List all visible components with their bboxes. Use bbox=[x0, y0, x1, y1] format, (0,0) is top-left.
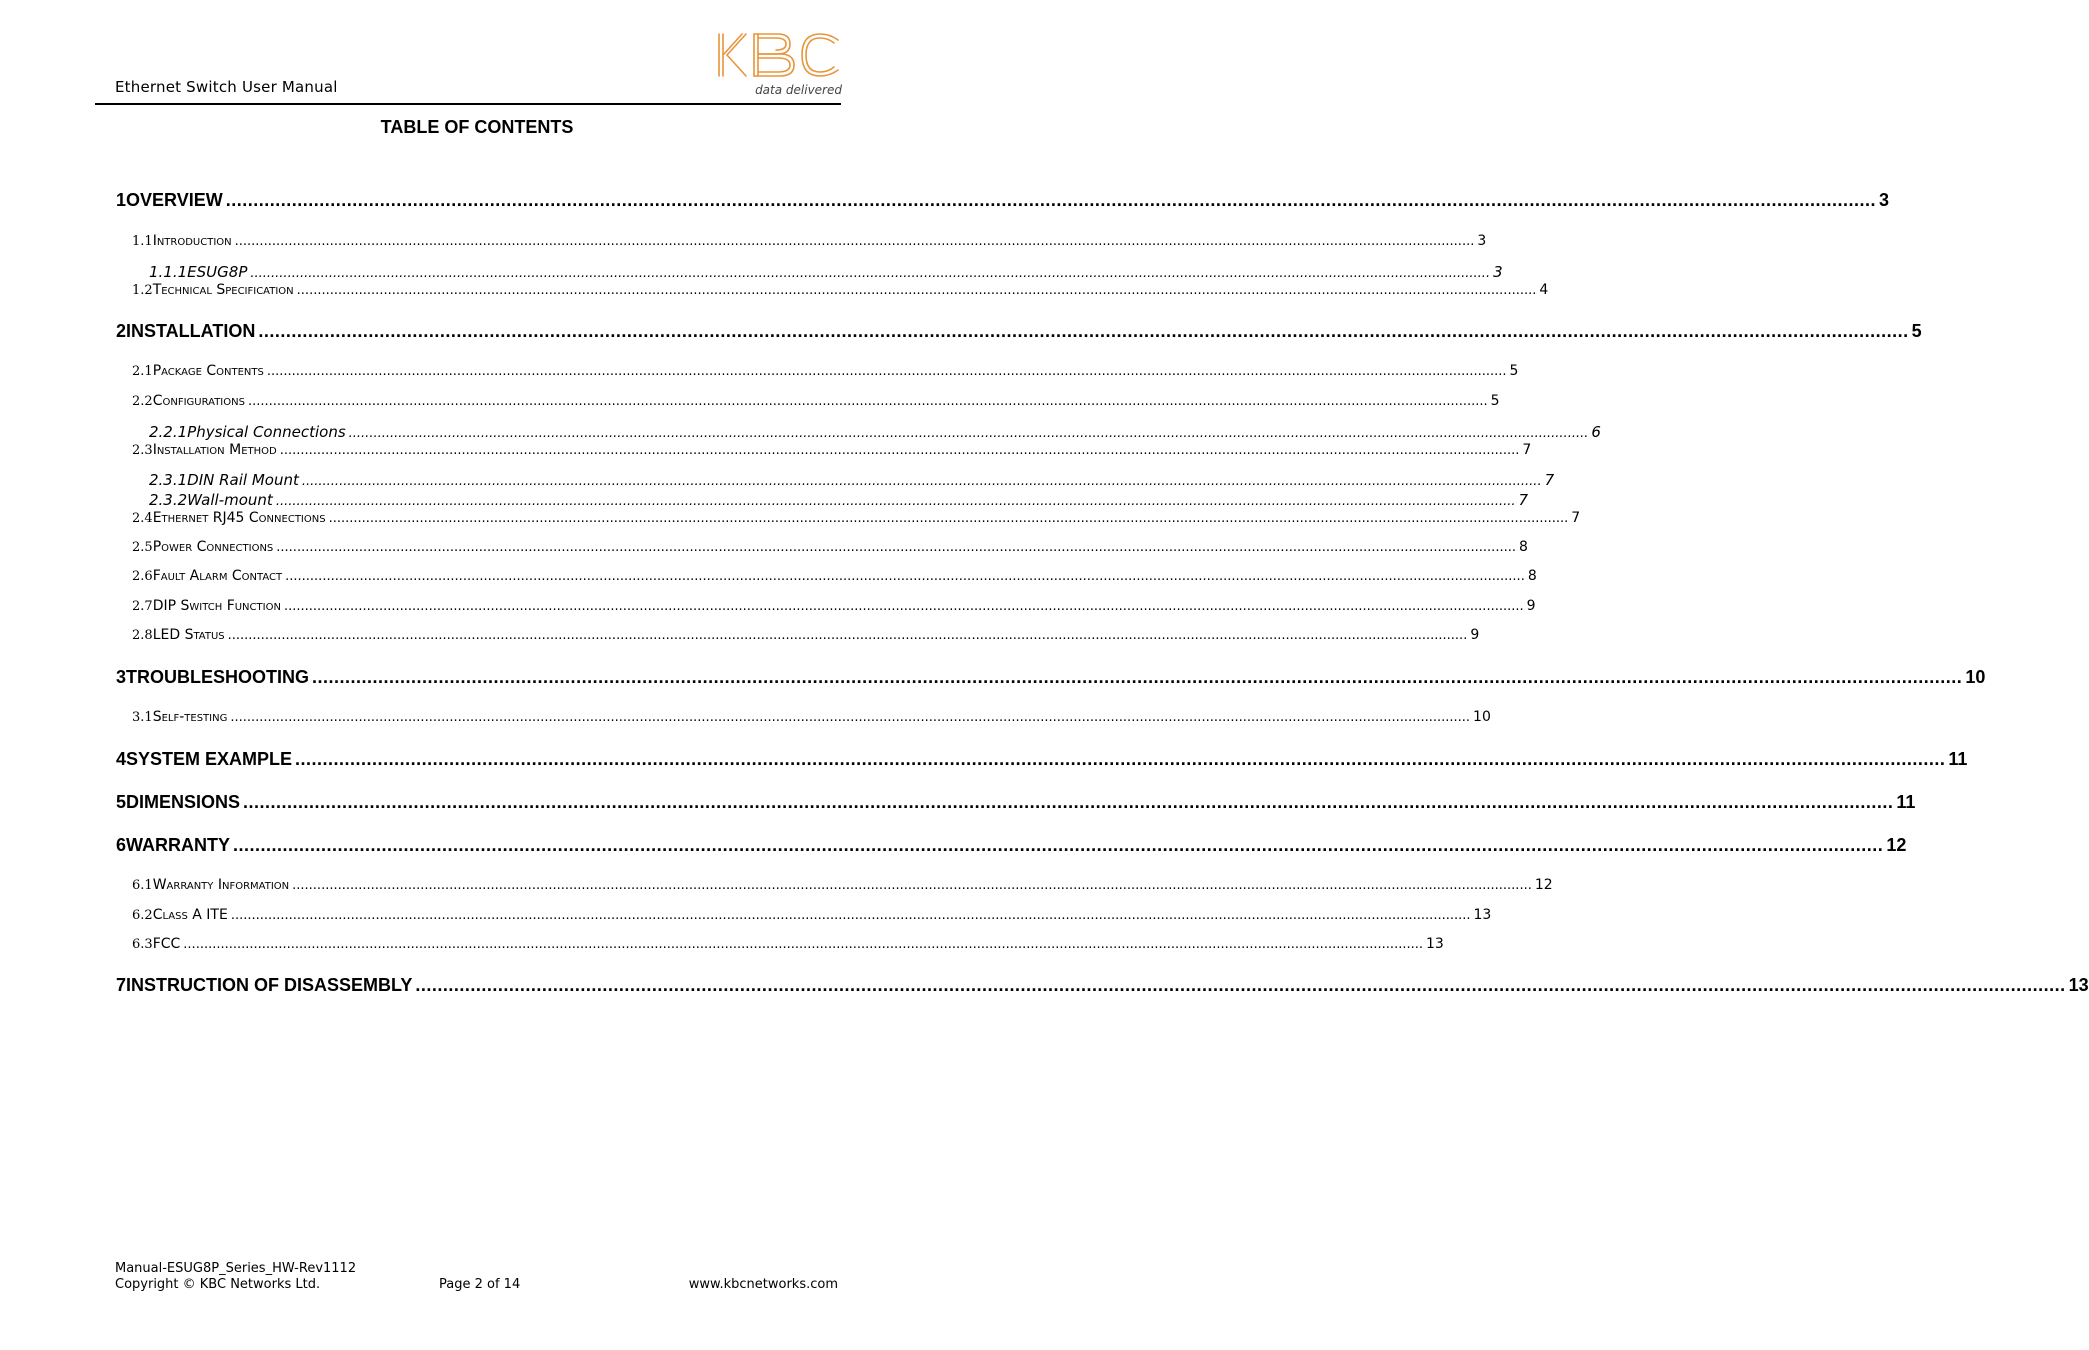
toc-entry[interactable] bbox=[116, 792, 1916, 813]
toc-entry[interactable] bbox=[132, 568, 1537, 584]
toc-entry-title: LED Status bbox=[152, 627, 225, 643]
header-title: Ethernet Switch User Manual bbox=[115, 78, 338, 96]
toc-entry-number: 1 bbox=[116, 190, 127, 210]
toc-entry-number: 6 bbox=[116, 835, 127, 855]
toc-entry-number: 5 bbox=[116, 792, 127, 812]
toc-entry[interactable] bbox=[149, 263, 1503, 281]
toc-entry[interactable] bbox=[116, 667, 1986, 688]
toc-entry-title: Introduction bbox=[152, 233, 232, 249]
toc-entry-number: 6.2 bbox=[132, 908, 153, 923]
toc-entry-title: SYSTEM EXAMPLE bbox=[126, 749, 293, 769]
toc-entry-page: 7 bbox=[1522, 442, 1532, 458]
toc-entry-title: Installation Method bbox=[152, 442, 277, 458]
toc-entry-number: 1.1 bbox=[132, 234, 153, 249]
toc-entry-number: 6.3 bbox=[132, 937, 153, 952]
toc-entry-title: Package Contents bbox=[152, 363, 264, 379]
toc-entry-page: 8 bbox=[1527, 568, 1537, 584]
toc-entry[interactable] bbox=[132, 907, 1492, 923]
toc-entry-page: 5 bbox=[1911, 321, 1922, 341]
toc-entry[interactable] bbox=[132, 709, 1491, 725]
toc-entry-title: DIN Rail Mount bbox=[187, 471, 299, 489]
kbc-logo-icon bbox=[714, 30, 842, 80]
toc-entry-number: 2 bbox=[116, 321, 127, 341]
toc-entry-title: Wall-mount bbox=[187, 491, 273, 509]
toc-entry-title: Class A ITE bbox=[152, 907, 228, 923]
toc-entry-page: 10 bbox=[1473, 709, 1491, 725]
toc-entry-number: 7 bbox=[116, 975, 127, 995]
footer-copyright: Copyright © KBC Networks Ltd. bbox=[115, 1277, 321, 1292]
toc-entry-page: 11 bbox=[1948, 749, 1968, 769]
toc-dot-leader: ............................................................................................................................................................................................................................................................................................................ bbox=[247, 394, 1488, 409]
toc-entry-number: 2.2 bbox=[132, 394, 153, 409]
toc-entry-number: 2.3.1 bbox=[149, 471, 188, 489]
toc-dot-leader: ............................................................................................................................................................................................................................................................................................................ bbox=[227, 628, 1468, 643]
toc-entry-number: 2.2.1 bbox=[149, 423, 188, 441]
toc-entry-number: 2.3.2 bbox=[149, 491, 188, 509]
toc-entry-page: 8 bbox=[1518, 539, 1528, 555]
toc-entry[interactable] bbox=[132, 393, 1500, 409]
toc-entry-page: 3 bbox=[1879, 190, 1890, 210]
toc-dot-leader: ............................................................................................................................................................................................................................................................................................................ bbox=[266, 364, 1507, 379]
toc-entry-page: 13 bbox=[1426, 936, 1444, 952]
toc-dot-leader: ............................................................................................................................................................................................................................................................................................................ bbox=[230, 908, 1471, 923]
toc-entry-title: Fault Alarm Contact bbox=[152, 568, 283, 584]
toc-entry-number: 2.6 bbox=[132, 569, 153, 584]
toc-dot-leader: ............................................................................................................................................................................................................................................................................................................ bbox=[283, 599, 1524, 614]
toc-entry[interactable] bbox=[116, 835, 1907, 856]
toc-entry-title: Self-testing bbox=[152, 709, 228, 725]
toc-entry[interactable] bbox=[132, 598, 1536, 614]
toc-entry-number: 2.3 bbox=[132, 443, 153, 458]
toc-entry-title: Technical Specification bbox=[152, 282, 294, 298]
toc-entry-title: TROUBLESHOOTING bbox=[126, 667, 310, 687]
toc-dot-leader: ............................................................................................................................................................................................................................................................................................................ bbox=[292, 878, 1532, 893]
toc-dot-leader: ............................................................................................................................................................................................................................................................................................................ bbox=[301, 474, 1542, 489]
toc-entry-title: INSTRUCTION OF DISASSEMBLY bbox=[126, 975, 413, 995]
toc-dot-leader: ............................................................................................................................................................................................................................................................................................................ bbox=[233, 835, 1884, 855]
toc-entry-number: 2.5 bbox=[132, 540, 153, 555]
toc-entry-number: 1.1.1 bbox=[149, 263, 188, 281]
toc-dot-leader: ............................................................................................................................................................................................................................................................................................................ bbox=[225, 190, 1877, 210]
toc-dot-leader: ............................................................................................................................................................................................................................................................................................................ bbox=[296, 283, 1537, 298]
toc-dot-leader: ............................................................................................................................................................................................................................................................................................................ bbox=[250, 266, 1491, 281]
toc-entry-page: 4 bbox=[1539, 282, 1549, 298]
toc-entry-page: 7 bbox=[1518, 491, 1529, 509]
toc-dot-leader: ............................................................................................................................................................................................................................................................................................................ bbox=[328, 511, 1569, 526]
toc-dot-leader: ............................................................................................................................................................................................................................................................................................................ bbox=[285, 569, 1525, 584]
toc-entry[interactable] bbox=[116, 975, 2089, 996]
toc-entry[interactable] bbox=[132, 936, 1444, 952]
toc-entry[interactable] bbox=[149, 491, 1529, 509]
toc-entry-page: 6 bbox=[1591, 423, 1601, 441]
toc-entry[interactable] bbox=[132, 363, 1519, 379]
footer-page-number: Page 2 of 14 bbox=[439, 1277, 521, 1292]
toc-entry[interactable] bbox=[132, 282, 1549, 298]
toc-dot-leader: ............................................................................................................................................................................................................................................................................................................ bbox=[348, 426, 1589, 441]
toc-dot-leader: ............................................................................................................................................................................................................................................................................................................ bbox=[279, 443, 1520, 458]
toc-dot-leader: ............................................................................................................................................................................................................................................................................................................ bbox=[312, 667, 1963, 687]
toc-entry-page: 3 bbox=[1477, 233, 1487, 249]
toc-entry-page: 5 bbox=[1490, 393, 1500, 409]
toc-entry-title: INSTALLATION bbox=[126, 321, 256, 341]
toc-dot-leader: ............................................................................................................................................................................................................................................................................................................ bbox=[415, 975, 2066, 995]
toc-entry-number: 2.7 bbox=[132, 599, 153, 614]
toc-heading: TABLE OF CONTENTS bbox=[380, 117, 574, 137]
toc-entry-number: 3 bbox=[116, 667, 127, 687]
footer-website: www.kbcnetworks.com bbox=[688, 1277, 838, 1292]
toc-entry-number: 1.2 bbox=[132, 283, 153, 298]
toc-entry[interactable] bbox=[132, 877, 1553, 893]
toc-entry-page: 7 bbox=[1544, 471, 1555, 489]
toc-entry-page: 12 bbox=[1886, 835, 1907, 855]
toc-entry-title: FCC bbox=[152, 936, 181, 952]
toc-entry[interactable] bbox=[116, 190, 1890, 211]
toc-entry-number: 3.1 bbox=[132, 710, 153, 725]
toc-dot-leader: ............................................................................................................................................................................................................................................................................................................ bbox=[183, 937, 1423, 952]
toc-entry-title: DIMENSIONS bbox=[126, 792, 241, 812]
toc-entry-page: 9 bbox=[1470, 627, 1480, 643]
header-divider bbox=[95, 103, 841, 105]
toc-dot-leader: ............................................................................................................................................................................................................................................................................................................ bbox=[234, 234, 1475, 249]
toc-entry-title: Physical Connections bbox=[187, 423, 346, 441]
toc-dot-leader: ............................................................................................................................................................................................................................................................................................................ bbox=[275, 494, 1516, 509]
toc-entry-page: 12 bbox=[1534, 877, 1553, 893]
toc-entry-title: Configurations bbox=[152, 393, 245, 409]
toc-dot-leader: ............................................................................................................................................................................................................................................................................................................ bbox=[258, 321, 1909, 341]
toc-entry-page: 13 bbox=[1473, 907, 1492, 923]
kbc-logo bbox=[714, 30, 842, 100]
footer-doc-id: Manual-ESUG8P_Series_HW-Rev1112 bbox=[115, 1261, 357, 1276]
toc-entry-page: 10 bbox=[1965, 667, 1986, 687]
toc-entry[interactable] bbox=[132, 233, 1487, 249]
toc-entry-title: Ethernet RJ45 Connections bbox=[152, 510, 326, 526]
toc-entry-page: 9 bbox=[1526, 598, 1536, 614]
toc-entry[interactable] bbox=[149, 423, 1601, 441]
toc-dot-leader: ............................................................................................................................................................................................................................................................................................................ bbox=[243, 792, 1894, 812]
toc-entry[interactable] bbox=[132, 442, 1532, 458]
toc-entry-number: 6.1 bbox=[132, 878, 153, 893]
toc-entry-page: 3 bbox=[1493, 263, 1503, 281]
toc-entry-number: 2.1 bbox=[132, 364, 153, 379]
toc-dot-leader: ............................................................................................................................................................................................................................................................................................................ bbox=[295, 749, 1946, 769]
toc-entry-title: ESUG8P bbox=[187, 263, 248, 281]
toc-entry[interactable] bbox=[149, 471, 1555, 489]
toc-entry-title: WARRANTY bbox=[126, 835, 231, 855]
toc-entry[interactable] bbox=[116, 321, 1922, 342]
toc-entry[interactable] bbox=[132, 627, 1480, 643]
logo-tagline: data delivered bbox=[755, 83, 842, 97]
toc-entry-page: 5 bbox=[1509, 363, 1519, 379]
toc-entry-number: 2.4 bbox=[132, 511, 153, 526]
toc-entry-page: 13 bbox=[2068, 975, 2089, 995]
toc-entry-title: OVERVIEW bbox=[126, 190, 223, 210]
toc-entry[interactable] bbox=[116, 749, 1968, 770]
footer-left bbox=[115, 1261, 356, 1293]
toc-entry-number: 2.8 bbox=[132, 628, 153, 643]
toc-dot-leader: ............................................................................................................................................................................................................................................................................................................ bbox=[230, 710, 1471, 725]
toc-entry-number: 4 bbox=[116, 749, 127, 769]
toc-dot-leader: ............................................................................................................................................................................................................................................................................................................ bbox=[276, 540, 1516, 555]
toc-entry-page: 11 bbox=[1896, 792, 1916, 812]
toc-entry[interactable] bbox=[132, 510, 1581, 526]
toc-entry-title: Power Connections bbox=[152, 539, 274, 555]
toc-entry-page: 7 bbox=[1571, 510, 1581, 526]
toc-entry-title: Warranty Information bbox=[152, 877, 290, 893]
toc-entry-title: DIP Switch Function bbox=[152, 598, 281, 614]
toc-entry[interactable] bbox=[132, 539, 1528, 555]
